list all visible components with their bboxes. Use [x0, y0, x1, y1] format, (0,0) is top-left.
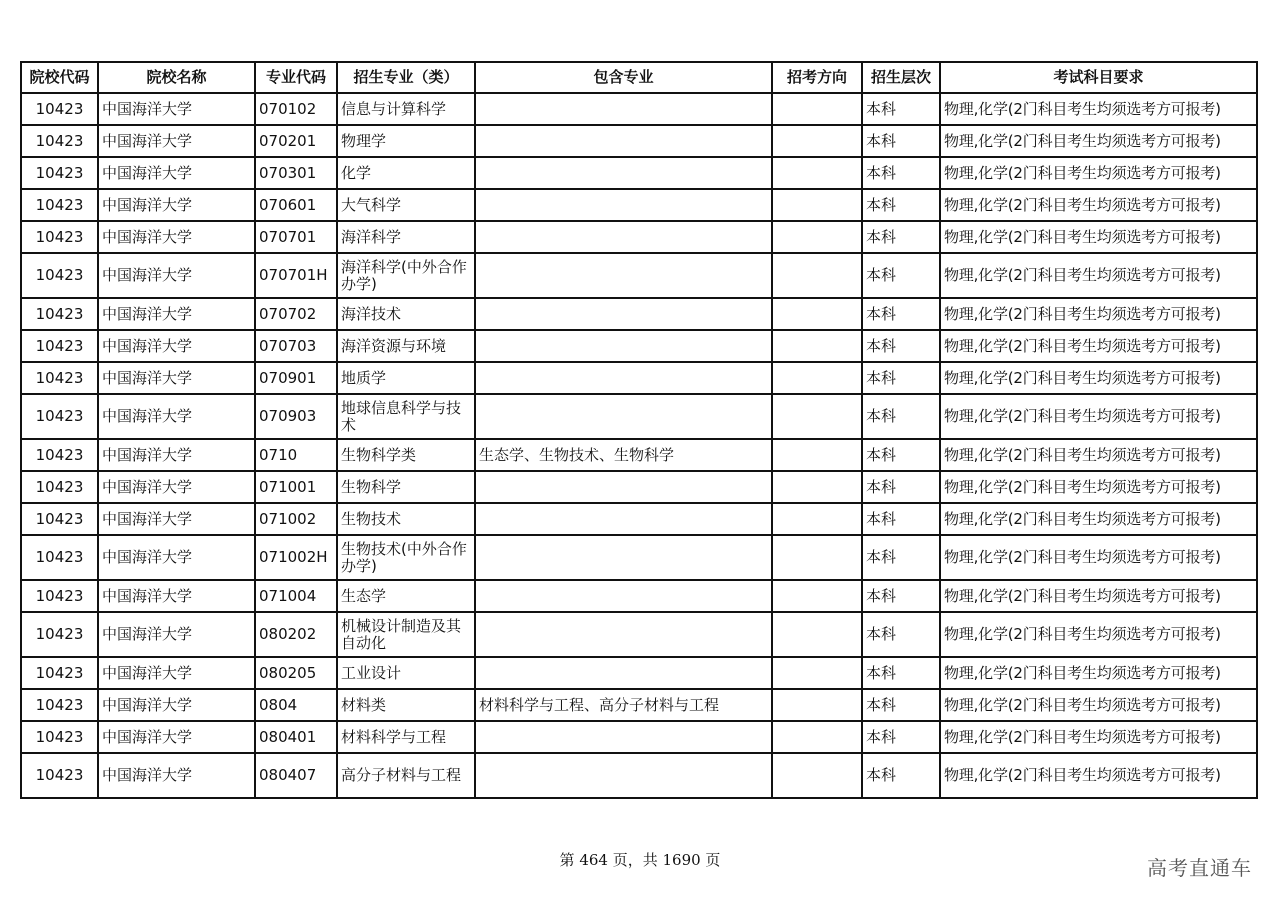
table-row — [21, 612, 1257, 657]
cell-level: 本科 — [862, 753, 940, 798]
cell-direction — [772, 657, 862, 689]
cell-level: 本科 — [862, 535, 940, 580]
cell-included-majors — [475, 125, 772, 157]
cell-major: 海洋科学 — [337, 221, 475, 253]
cell-level: 本科 — [862, 298, 940, 330]
col-header-school-code: 院校代码 — [21, 62, 98, 93]
cell-major: 化学 — [337, 157, 475, 189]
cell-major: 生物科学类 — [337, 439, 475, 471]
cell-major-code: 080407 — [255, 753, 337, 798]
cell-school-name: 中国海洋大学 — [98, 253, 255, 298]
table-row — [21, 689, 1257, 721]
cell-included-majors: 材料科学与工程、高分子材料与工程 — [475, 689, 772, 721]
cell-school-name: 中国海洋大学 — [98, 221, 255, 253]
cell-school-name: 中国海洋大学 — [98, 189, 255, 221]
cell-school-code: 10423 — [21, 535, 98, 580]
table-row — [21, 125, 1257, 157]
cell-major: 工业设计 — [337, 657, 475, 689]
cell-direction — [772, 753, 862, 798]
cell-major-code: 071001 — [255, 471, 337, 503]
cell-school-code: 10423 — [21, 189, 98, 221]
cell-major: 海洋科学(中外合作办学) — [337, 253, 475, 298]
watermark: 高考直通车 — [1147, 856, 1252, 880]
cell-school-code: 10423 — [21, 330, 98, 362]
table-row — [21, 753, 1257, 798]
cell-included-majors — [475, 657, 772, 689]
cell-subject-requirement: 物理,化学(2门科目考生均须选考方可报考) — [940, 612, 1257, 657]
cell-direction — [772, 93, 862, 125]
cell-school-code: 10423 — [21, 125, 98, 157]
table-row — [21, 157, 1257, 189]
col-header-subject-requirement: 考试科目要求 — [940, 62, 1257, 93]
cell-direction — [772, 298, 862, 330]
cell-major: 材料类 — [337, 689, 475, 721]
cell-direction — [772, 362, 862, 394]
cell-included-majors — [475, 612, 772, 657]
cell-school-name: 中国海洋大学 — [98, 503, 255, 535]
cell-level: 本科 — [862, 362, 940, 394]
cell-major-code: 070703 — [255, 330, 337, 362]
cell-included-majors: 生态学、生物技术、生物科学 — [475, 439, 772, 471]
page-number: 第 464 页，共 1690 页 — [559, 851, 721, 869]
cell-school-code: 10423 — [21, 721, 98, 753]
cell-level: 本科 — [862, 471, 940, 503]
cell-subject-requirement: 物理,化学(2门科目考生均须选考方可报考) — [940, 221, 1257, 253]
admissions-table — [20, 61, 1258, 799]
cell-major-code: 070201 — [255, 125, 337, 157]
cell-subject-requirement: 物理,化学(2门科目考生均须选考方可报考) — [940, 330, 1257, 362]
cell-level: 本科 — [862, 612, 940, 657]
cell-subject-requirement: 物理,化学(2门科目考生均须选考方可报考) — [940, 157, 1257, 189]
cell-level: 本科 — [862, 253, 940, 298]
cell-school-name: 中国海洋大学 — [98, 657, 255, 689]
table-row — [21, 503, 1257, 535]
cell-direction — [772, 535, 862, 580]
cell-major-code: 070701 — [255, 221, 337, 253]
cell-major: 海洋资源与环境 — [337, 330, 475, 362]
cell-subject-requirement: 物理,化学(2门科目考生均须选考方可报考) — [940, 535, 1257, 580]
cell-school-name: 中国海洋大学 — [98, 394, 255, 439]
cell-school-code: 10423 — [21, 157, 98, 189]
cell-level: 本科 — [862, 93, 940, 125]
cell-subject-requirement: 物理,化学(2门科目考生均须选考方可报考) — [940, 362, 1257, 394]
cell-subject-requirement: 物理,化学(2门科目考生均须选考方可报考) — [940, 93, 1257, 125]
table-row — [21, 439, 1257, 471]
table-row — [21, 394, 1257, 439]
cell-subject-requirement: 物理,化学(2门科目考生均须选考方可报考) — [940, 189, 1257, 221]
cell-level: 本科 — [862, 189, 940, 221]
table-row — [21, 471, 1257, 503]
cell-included-majors — [475, 394, 772, 439]
cell-school-code: 10423 — [21, 612, 98, 657]
cell-level: 本科 — [862, 580, 940, 612]
table-row — [21, 580, 1257, 612]
cell-included-majors — [475, 753, 772, 798]
cell-major-code: 080205 — [255, 657, 337, 689]
cell-school-code: 10423 — [21, 580, 98, 612]
cell-school-name: 中国海洋大学 — [98, 689, 255, 721]
cell-school-name: 中国海洋大学 — [98, 93, 255, 125]
cell-school-code: 10423 — [21, 753, 98, 798]
table-body — [21, 93, 1257, 798]
cell-school-name: 中国海洋大学 — [98, 362, 255, 394]
cell-direction — [772, 580, 862, 612]
cell-major: 生物科学 — [337, 471, 475, 503]
cell-direction — [772, 125, 862, 157]
cell-subject-requirement: 物理,化学(2门科目考生均须选考方可报考) — [940, 298, 1257, 330]
cell-school-name: 中国海洋大学 — [98, 157, 255, 189]
col-header-major: 招生专业（类） — [337, 62, 475, 93]
cell-subject-requirement: 物理,化学(2门科目考生均须选考方可报考) — [940, 657, 1257, 689]
table-row — [21, 657, 1257, 689]
cell-school-name: 中国海洋大学 — [98, 612, 255, 657]
cell-included-majors — [475, 189, 772, 221]
cell-major-code: 071002 — [255, 503, 337, 535]
cell-level: 本科 — [862, 689, 940, 721]
col-header-level: 招生层次 — [862, 62, 940, 93]
cell-included-majors — [475, 298, 772, 330]
cell-direction — [772, 503, 862, 535]
col-header-major-code: 专业代码 — [255, 62, 337, 93]
col-header-included-majors: 包含专业 — [475, 62, 772, 93]
cell-school-code: 10423 — [21, 471, 98, 503]
cell-school-code: 10423 — [21, 253, 98, 298]
cell-included-majors — [475, 503, 772, 535]
cell-major: 材料科学与工程 — [337, 721, 475, 753]
cell-included-majors — [475, 580, 772, 612]
cell-school-code: 10423 — [21, 221, 98, 253]
cell-major: 机械设计制造及其自动化 — [337, 612, 475, 657]
cell-included-majors — [475, 330, 772, 362]
cell-major-code: 070301 — [255, 157, 337, 189]
header-row — [21, 62, 1257, 93]
table-row — [21, 189, 1257, 221]
cell-included-majors — [475, 253, 772, 298]
cell-direction — [772, 439, 862, 471]
cell-school-name: 中国海洋大学 — [98, 125, 255, 157]
cell-school-name: 中国海洋大学 — [98, 439, 255, 471]
cell-school-code: 10423 — [21, 689, 98, 721]
cell-included-majors — [475, 93, 772, 125]
cell-school-code: 10423 — [21, 503, 98, 535]
cell-included-majors — [475, 362, 772, 394]
cell-major: 高分子材料与工程 — [337, 753, 475, 798]
col-header-direction: 招考方向 — [772, 62, 862, 93]
cell-school-name: 中国海洋大学 — [98, 535, 255, 580]
cell-level: 本科 — [862, 503, 940, 535]
cell-level: 本科 — [862, 125, 940, 157]
cell-included-majors — [475, 471, 772, 503]
cell-major-code: 070903 — [255, 394, 337, 439]
cell-subject-requirement: 物理,化学(2门科目考生均须选考方可报考) — [940, 753, 1257, 798]
cell-major: 地球信息科学与技术 — [337, 394, 475, 439]
cell-level: 本科 — [862, 221, 940, 253]
cell-school-code: 10423 — [21, 93, 98, 125]
table-row — [21, 221, 1257, 253]
cell-school-code: 10423 — [21, 362, 98, 394]
cell-included-majors — [475, 221, 772, 253]
cell-major: 生态学 — [337, 580, 475, 612]
cell-subject-requirement: 物理,化学(2门科目考生均须选考方可报考) — [940, 721, 1257, 753]
cell-major-code: 080202 — [255, 612, 337, 657]
cell-direction — [772, 471, 862, 503]
cell-major-code: 080401 — [255, 721, 337, 753]
cell-major-code: 070601 — [255, 189, 337, 221]
cell-major-code: 071004 — [255, 580, 337, 612]
cell-subject-requirement: 物理,化学(2门科目考生均须选考方可报考) — [940, 253, 1257, 298]
cell-subject-requirement: 物理,化学(2门科目考生均须选考方可报考) — [940, 503, 1257, 535]
cell-major-code: 070102 — [255, 93, 337, 125]
table-row — [21, 253, 1257, 298]
cell-direction — [772, 689, 862, 721]
cell-subject-requirement: 物理,化学(2门科目考生均须选考方可报考) — [940, 689, 1257, 721]
cell-level: 本科 — [862, 157, 940, 189]
cell-school-code: 10423 — [21, 394, 98, 439]
cell-school-name: 中国海洋大学 — [98, 330, 255, 362]
col-header-school-name: 院校名称 — [98, 62, 255, 93]
cell-direction — [772, 612, 862, 657]
table-row — [21, 721, 1257, 753]
cell-direction — [772, 253, 862, 298]
cell-major-code: 070701H — [255, 253, 337, 298]
table-row — [21, 535, 1257, 580]
cell-subject-requirement: 物理,化学(2门科目考生均须选考方可报考) — [940, 394, 1257, 439]
cell-subject-requirement: 物理,化学(2门科目考生均须选考方可报考) — [940, 471, 1257, 503]
cell-school-name: 中国海洋大学 — [98, 298, 255, 330]
table-row — [21, 362, 1257, 394]
cell-school-name: 中国海洋大学 — [98, 753, 255, 798]
cell-school-code: 10423 — [21, 657, 98, 689]
cell-direction — [772, 189, 862, 221]
cell-direction — [772, 394, 862, 439]
cell-included-majors — [475, 721, 772, 753]
cell-direction — [772, 157, 862, 189]
cell-subject-requirement: 物理,化学(2门科目考生均须选考方可报考) — [940, 439, 1257, 471]
cell-major: 大气科学 — [337, 189, 475, 221]
cell-included-majors — [475, 157, 772, 189]
cell-major: 海洋技术 — [337, 298, 475, 330]
cell-major: 物理学 — [337, 125, 475, 157]
cell-major-code: 0710 — [255, 439, 337, 471]
cell-direction — [772, 330, 862, 362]
cell-subject-requirement: 物理,化学(2门科目考生均须选考方可报考) — [940, 580, 1257, 612]
cell-level: 本科 — [862, 439, 940, 471]
cell-direction — [772, 721, 862, 753]
cell-major-code: 0804 — [255, 689, 337, 721]
cell-major-code: 070702 — [255, 298, 337, 330]
cell-major: 生物技术 — [337, 503, 475, 535]
cell-major-code: 071002H — [255, 535, 337, 580]
cell-major: 信息与计算科学 — [337, 93, 475, 125]
table-row — [21, 330, 1257, 362]
cell-level: 本科 — [862, 394, 940, 439]
cell-subject-requirement: 物理,化学(2门科目考生均须选考方可报考) — [940, 125, 1257, 157]
cell-school-name: 中国海洋大学 — [98, 471, 255, 503]
cell-major: 地质学 — [337, 362, 475, 394]
table-row — [21, 93, 1257, 125]
cell-school-code: 10423 — [21, 439, 98, 471]
cell-school-code: 10423 — [21, 298, 98, 330]
cell-major-code: 070901 — [255, 362, 337, 394]
cell-level: 本科 — [862, 657, 940, 689]
table-row — [21, 298, 1257, 330]
cell-level: 本科 — [862, 721, 940, 753]
cell-direction — [772, 221, 862, 253]
cell-level: 本科 — [862, 330, 940, 362]
cell-included-majors — [475, 535, 772, 580]
cell-major: 生物技术(中外合作办学) — [337, 535, 475, 580]
cell-school-name: 中国海洋大学 — [98, 721, 255, 753]
cell-school-name: 中国海洋大学 — [98, 580, 255, 612]
